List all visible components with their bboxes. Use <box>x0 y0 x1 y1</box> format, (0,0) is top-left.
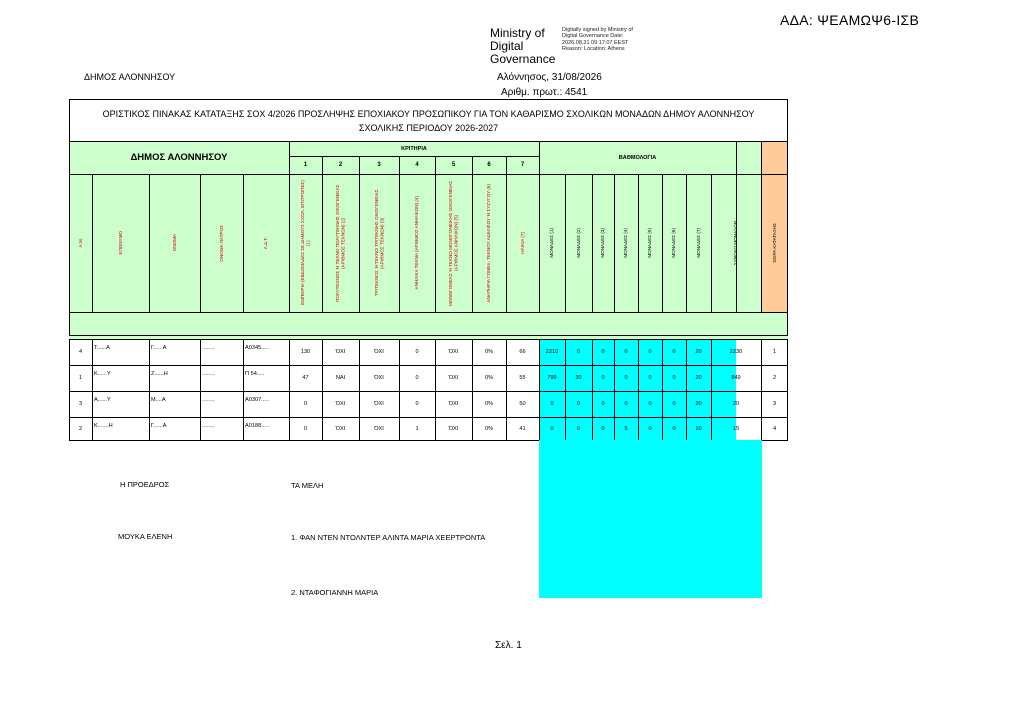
criteria-number: 3 <box>377 162 381 168</box>
cell-c3: ΌΧΙ <box>374 375 384 381</box>
column-header-label: ΜΟΝΟΓΟΝΕΑΣ Ή ΤΕΚΝΟ ΜΟΝΟΓΟΝΕΙΚΗΣ ΟΙΚΟΓΕΝΕΙΑΣ (ΑΡΙΘΜΟΣ ΑΝΗΛΙΚΩΝ) (5) <box>448 180 459 306</box>
column-header-label: ΑΝΑΠΗΡΙΑ ΓΟΝΕΑ, ΤΕΚΝΟΥ ΑΔΕΛΦΟΥ Ή ΣΥΖΥΓΟΥ (6) <box>486 183 492 303</box>
digital-signature-details: Digitally signed by Ministry of Digital Governance Date: 2026.08.31 09:17:07 EEST Reason: Location: Athens <box>562 27 633 52</box>
cell-name: Μ....Α <box>151 397 166 403</box>
column-header-s7 <box>686 174 711 312</box>
cell-c1: 0 <box>303 426 308 432</box>
column-header-s5 <box>638 174 662 312</box>
column-header-c2 <box>322 174 359 312</box>
cell-id: Π 54..... <box>245 371 265 377</box>
cell-c5: ΌΧΙ <box>448 349 459 355</box>
cell-am: 3 <box>78 401 83 407</box>
cell-c6: 0% <box>484 349 494 355</box>
cell-c6: 0% <box>484 426 494 432</box>
cell-id: Α0307..... <box>245 397 269 403</box>
cell-am: 2 <box>78 426 83 432</box>
cell-s2: 0 <box>576 401 581 407</box>
cell-c3: ΌΧΙ <box>374 401 384 407</box>
cell-c2: ΌΧΙ <box>335 401 346 407</box>
cell-surname: Κ......Υ <box>94 371 111 377</box>
column-header-label: ΤΡΙΤΕΚΝΟΣ Ή ΤΕΚΝΟ ΤΡΙΤΕΚΝΗΣ ΟΙΚΟΓΕΝΕΙΑΣ (ΑΡΙΘΜΟΣ ΤΕΚΝΩΝ) (3) <box>373 189 384 297</box>
member-2: 2. ΝΤΑΦΟΓΙΑΝΝΗ ΜΑΡΙΑ <box>291 588 379 597</box>
cell-s4: 0 <box>624 349 628 355</box>
cell-c1: 47 <box>302 375 309 381</box>
cell-s3: 0 <box>601 426 605 432</box>
cell-c2: ΌΧΙ <box>335 426 346 432</box>
cell-c4: 0 <box>415 401 419 407</box>
column-header-label: ΜΟΝΑΔΕΣ (1) <box>549 228 555 258</box>
cell-rank: 1 <box>772 349 777 355</box>
president-name: ΜΟΥΚΑ ΕΛΕΝΗ <box>118 532 173 541</box>
cell-rank: 4 <box>772 426 777 432</box>
cell-s3: 0 <box>601 401 605 407</box>
cell-id: Α0188..... <box>245 423 269 429</box>
cell-surname: Κ.......Η <box>94 423 113 429</box>
cell-rank: 3 <box>772 401 777 407</box>
column-header-label: ΕΠΩΝΥΜΟ <box>117 231 123 255</box>
cell-s7: 20 <box>695 349 702 355</box>
column-header-c1 <box>289 174 322 312</box>
column-header-label: ΜΟΝΑΔΕΣ (7) <box>695 228 701 258</box>
cell-total: 2230 <box>729 349 743 355</box>
ada-code: ΑΔΑ: ΨΕΑΜΩΨ6-ΙΣΒ <box>780 12 920 28</box>
cell-c4: 0 <box>415 349 419 355</box>
column-header-s2 <box>565 174 592 312</box>
cell-s1: 2210 <box>545 349 559 355</box>
cell-c6: 0% <box>484 401 494 407</box>
column-header-label: ΜΟΝΑΔΕΣ (3) <box>600 228 606 258</box>
president-label: Η ΠΡΟΕΔΡΟΣ <box>120 480 170 489</box>
cell-s5: 0 <box>648 349 652 355</box>
cell-total: 849 <box>731 375 741 381</box>
cell-c7: 66 <box>519 349 526 355</box>
cell-s3: 0 <box>601 375 605 381</box>
column-header-s4 <box>614 174 638 312</box>
cell-s1: 0 <box>550 426 554 432</box>
ranking-table <box>69 99 788 441</box>
column-header-c3 <box>359 174 399 312</box>
column-header-s1 <box>539 174 565 312</box>
cell-s4: 0 <box>624 401 628 407</box>
column-header-c7 <box>506 174 539 312</box>
cell-c6: 0% <box>484 375 494 381</box>
cell-name: Γ......Α <box>151 423 167 429</box>
members-label: ΤΑ ΜΕΛΗ <box>291 481 324 490</box>
column-header-id <box>243 174 289 312</box>
cell-s5: 0 <box>648 375 652 381</box>
cell-s4: 5 <box>624 426 628 432</box>
cell-rank: 2 <box>772 375 777 381</box>
criteria-header: ΚΡΙΤΗΡΙΑ <box>401 145 427 152</box>
criteria-number: 4 <box>415 162 419 168</box>
cell-total: 20 <box>732 401 740 407</box>
column-header-label: ΟΝΟΜΑ ΠΑΤΡΟΣ <box>218 224 224 262</box>
cell-total: 15 <box>732 426 740 432</box>
cell-s2: 30 <box>575 375 582 381</box>
place-date: Αλόννησος, 31/08/2026 <box>497 72 602 83</box>
cell-father: ........ <box>202 423 215 429</box>
cell-c2: ΝΑΙ <box>335 375 346 381</box>
column-header-label: ΠΟΛΥΤΕΚΝΟΣ Ή ΤΕΚΝΟ ΠΟΛΥΤΕΚΝΗΣ ΟΙΚΟΓΕΝΕΙΑΣ (ΑΡΙΘΜΟΣ ΤΕΚΝΩΝ) (2) <box>335 184 346 302</box>
column-header-label: ΕΜΠΕΙΡΙΑ (ΕΒΔΟΜΑΔΕΣ ΣΕ ΔΗΜΟΥΣ ΣΧΟΛ. ΕΠΙΤΡΟΠΕΣ) (1) <box>300 180 311 306</box>
cell-surname: Α......Υ <box>94 397 111 403</box>
cell-c3: ΌΧΙ <box>374 349 384 355</box>
column-header-c4 <box>399 174 435 312</box>
cell-c3: ΌΧΙ <box>374 426 384 432</box>
cell-s7: 10 <box>695 426 702 432</box>
cyan-highlight-block <box>539 440 762 598</box>
page-number: Σελ. 1 <box>495 640 522 651</box>
cell-s2: 0 <box>576 349 581 355</box>
column-header-s6 <box>662 174 686 312</box>
cell-id: Α0345..... <box>245 345 269 351</box>
digital-signature-org: Ministry of Digital Governance <box>490 26 556 66</box>
cell-c4: 1 <box>415 426 419 432</box>
column-header-label: Α.Μ. <box>77 238 83 248</box>
cell-s3: 0 <box>601 349 605 355</box>
cell-s6: 0 <box>672 401 676 407</box>
criteria-number: 1 <box>303 162 308 168</box>
cell-father: ........ <box>202 371 215 377</box>
column-header-am <box>69 174 92 312</box>
column-header-label: ΜΟΝΑΔΕΣ (2) <box>575 228 581 258</box>
column-header-label: ΜΟΝΑΔΕΣ (4) <box>623 228 629 258</box>
cell-s2: 0 <box>576 426 581 432</box>
table-title: ΟΡΙΣΤΙΚΟΣ ΠΙΝΑΚΑΣ ΚΑΤΑΤΑΞΗΣ ΣΟΧ 4/2026 ΠΡΟΣΛΗΨΗΣ ΕΠΟΧΙΑΚΟΥ ΠΡΟΣΩΠΙΚΟΥ ΓΙΑ ΤΟΝ ΚΑΘΑΡΙΣΜΟ ΣΧΟΛΙΚΩΝ ΜΟΝΑΔΩΝ ΔΗΜΟΥ ΑΛΟΝΝΗΣΟΥ ΣΧΟΛΙΚΗΣ ΠΕΡΙΟΔΟΥ 2026-2027 <box>102 109 755 133</box>
column-header-label: ΟΝΟΜΑ <box>171 234 177 252</box>
criteria-number: 2 <box>338 162 343 168</box>
cell-s6: 0 <box>672 375 676 381</box>
cell-s1: 799 <box>547 375 557 381</box>
cell-am: 4 <box>78 349 83 355</box>
member-1: 1. ΦΑΝ ΝΤΕΝ ΝΤΟΛΝΤΕΡ ΑΛΙΝΤΑ ΜΑΡΙΑ ΧΕΕΡΤΡΟΝΤΑ <box>291 533 486 542</box>
cell-s7: 20 <box>695 375 702 381</box>
cell-c7: 55 <box>519 375 526 381</box>
cell-s5: 0 <box>648 401 652 407</box>
cell-s1: 0 <box>550 401 554 407</box>
column-header-label: Α.Δ.Τ. <box>263 236 269 250</box>
column-header-label: ΜΟΝΑΔΕΣ (5) <box>647 228 653 258</box>
cell-c5: ΌΧΙ <box>448 401 459 407</box>
cell-s6: 0 <box>672 349 676 355</box>
cell-c1: 0 <box>303 401 308 407</box>
protocol-number: Αριθμ. πρωτ.: 4541 <box>501 87 588 98</box>
cell-s5: 0 <box>648 426 652 432</box>
column-header-c6 <box>472 174 506 312</box>
cell-am: 1 <box>78 375 83 381</box>
column-header-s3 <box>592 174 614 312</box>
cell-c2: ΌΧΙ <box>335 349 346 355</box>
column-header-label: ΗΛΙΚΙΑ (7) <box>519 232 525 254</box>
criteria-number: 6 <box>487 162 491 168</box>
cell-c7: 41 <box>519 426 526 432</box>
cell-c5: ΌΧΙ <box>448 426 459 432</box>
cell-c7: 50 <box>519 401 526 407</box>
criteria-number: 5 <box>451 162 456 168</box>
column-header-label: ΑΝΗΛΙΚΑ ΤΕΚΝΑ (ΑΡΙΘΜΟΣ ΑΝΗΛΙΚΩΝ) (4) <box>414 196 420 290</box>
cell-s4: 0 <box>624 375 628 381</box>
column-header-name <box>149 174 200 312</box>
column-header-father <box>200 174 243 312</box>
cell-surname: Τ......Α <box>94 345 110 351</box>
cell-c5: ΌΧΙ <box>448 375 459 381</box>
column-header-label: ΜΟΝΑΔΕΣ (6) <box>671 228 677 258</box>
cell-s6: 0 <box>672 426 676 432</box>
column-header-surname <box>92 174 149 312</box>
column-header-c5 <box>435 174 472 312</box>
column-header-label: ΣΕΙΡΑ ΚΑΤΑΤΑΞΗΣ <box>771 223 777 263</box>
column-header-rank <box>761 174 788 312</box>
score-header: ΒΑΘΜΟΛΟΓΙΑ <box>618 154 657 161</box>
cell-father: ........ <box>202 345 215 351</box>
cell-s7: 20 <box>695 401 702 407</box>
municipality-header: ΔΗΜΟΣ ΑΛΟΝΝΗΣΟΥ <box>84 72 176 82</box>
cell-father: ........ <box>202 397 215 403</box>
cell-name: Γ......Α <box>151 345 167 351</box>
cell-c4: 0 <box>415 375 419 381</box>
cell-name: Ζ......Η <box>151 371 168 377</box>
cell-c1: 130 <box>300 349 311 355</box>
municipality-cell: ΔΗΜΟΣ ΑΛΟΝΝΗΣΟΥ <box>130 152 228 163</box>
criteria-number: 7 <box>520 162 525 168</box>
